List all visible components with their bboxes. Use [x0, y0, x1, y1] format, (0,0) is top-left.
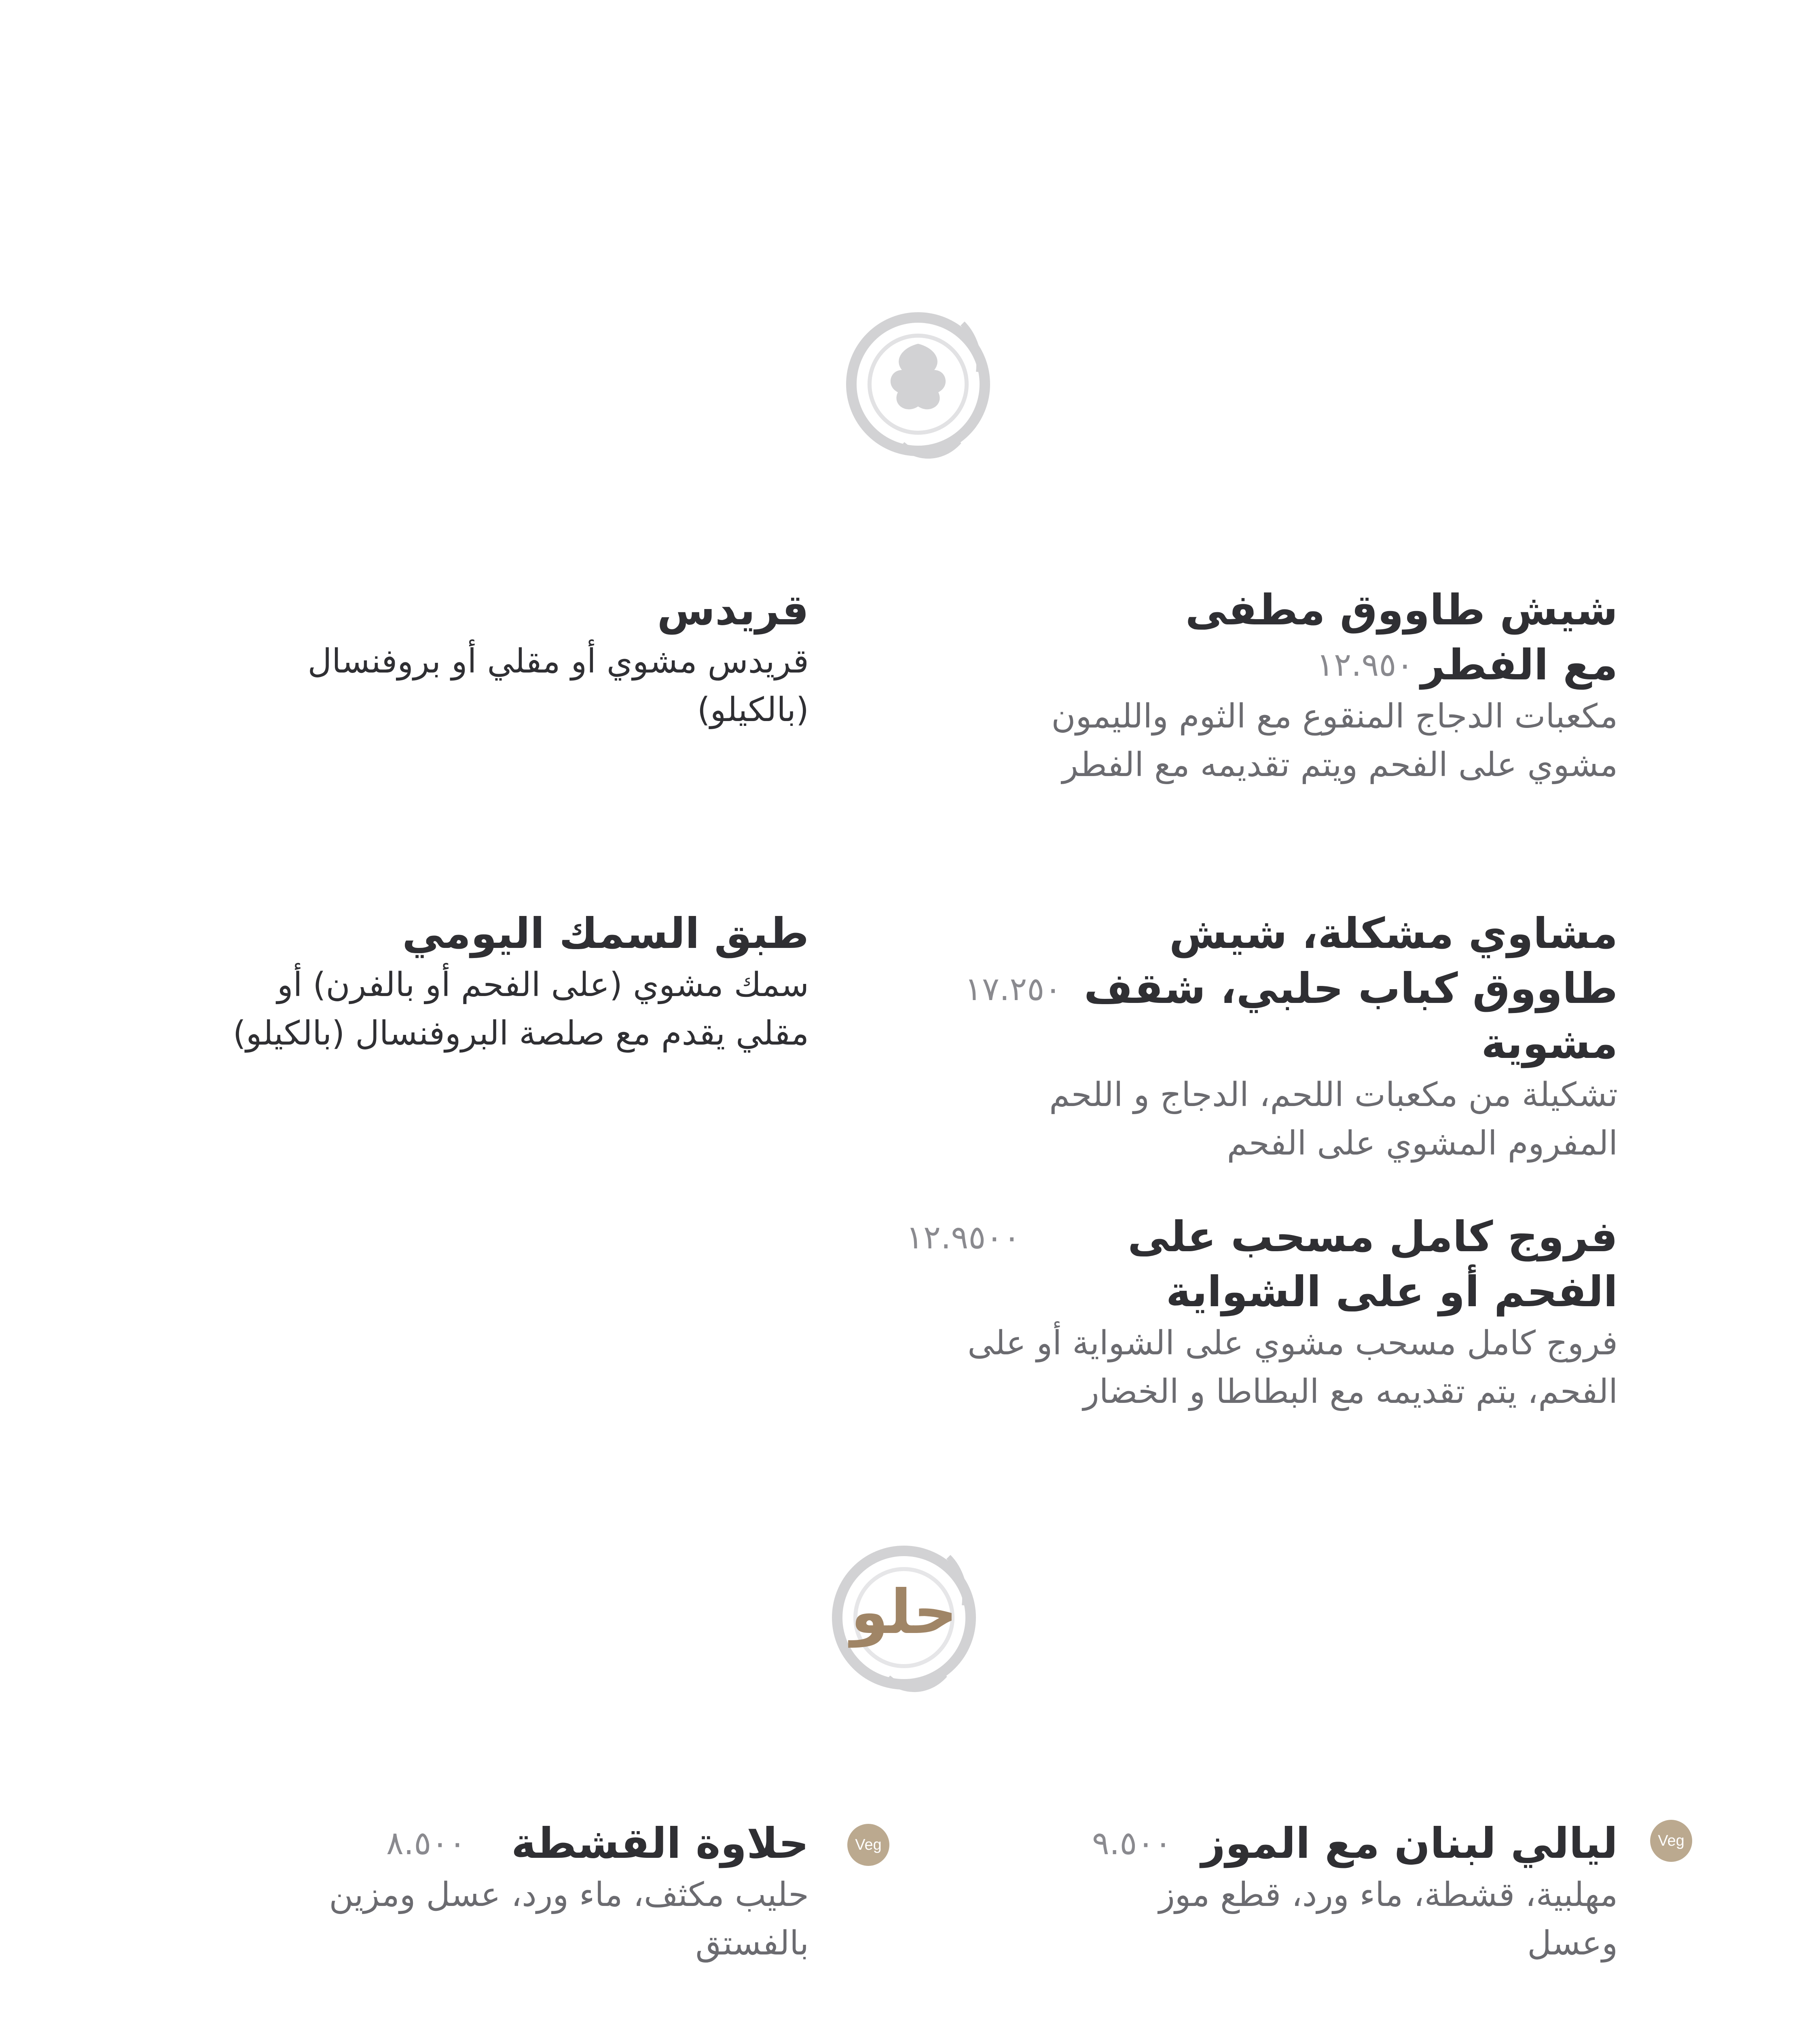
item-title: حلاوة القشطة [511, 1819, 809, 1868]
item-price: ١٢.٩٥٠٠ [906, 1218, 1021, 1256]
item-title: ليالي لبنان مع الموز [1201, 1819, 1618, 1868]
section-title: حلو [851, 1577, 957, 1648]
item-price: ١٢.٩٥٠ [1316, 646, 1414, 683]
item-title: فروج كامل مسحب على الفحم أو على الشواية [1128, 1212, 1618, 1316]
item-title: قريدس [657, 585, 809, 635]
item-price: ١٧.٢٥٠ [965, 970, 1062, 1008]
item-description: حليب مكثف، ماء ورد، عسل ومزين بالفستق [329, 1876, 809, 1963]
item-description: فروج كامل مسحب مشوي على الشواية أو على الفحم، يتم تقديمه مع البطاطا و الخضار [967, 1324, 1618, 1411]
menu-item [922, 1209, 1618, 1416]
menu-item [202, 582, 809, 734]
item-price: ٩.٥٠٠ [1092, 1824, 1172, 1862]
item-title: شيش طاووق مطفى مع الفطر [1185, 585, 1618, 690]
item-title: مشاوي مشكلة، شيش طاووق كباب حلبي، شقف مشوية [1084, 909, 1618, 1068]
vegetarian-badge-icon: Veg [847, 1824, 889, 1866]
menu-item [987, 582, 1618, 789]
menu-item [987, 906, 1618, 1168]
item-description: قريدس مشوي أو مقلي أو بروفنسال (بالكيلو) [307, 642, 809, 729]
vegetarian-badge-icon: Veg [1650, 1820, 1692, 1862]
item-description: مهلبية، قشطة، ماء ورد، قطع موز وعسل [1159, 1876, 1618, 1963]
item-description: سمك مشوي (على الفحم أو بالفرن) أو مقلي يقدم مع صلصة البروفنسال (بالكيلو) [233, 966, 809, 1053]
menu-item [283, 1816, 809, 1968]
item-title: طبق السمك اليومي [402, 909, 809, 958]
item-price: ٨.٥٠٠ [386, 1824, 466, 1862]
item-description: تشكيلة من مكعبات اللحم، الدجاج و اللحم المفروم المشوي على الفحم [1049, 1076, 1618, 1163]
item-description: مكعبات الدجاج المنقوع مع الثوم والليمون مشوي على الفحم ويتم تقديمه مع الفطر [1051, 697, 1618, 784]
menu-item [202, 906, 809, 1058]
restaurant-emblem-icon [841, 299, 995, 477]
